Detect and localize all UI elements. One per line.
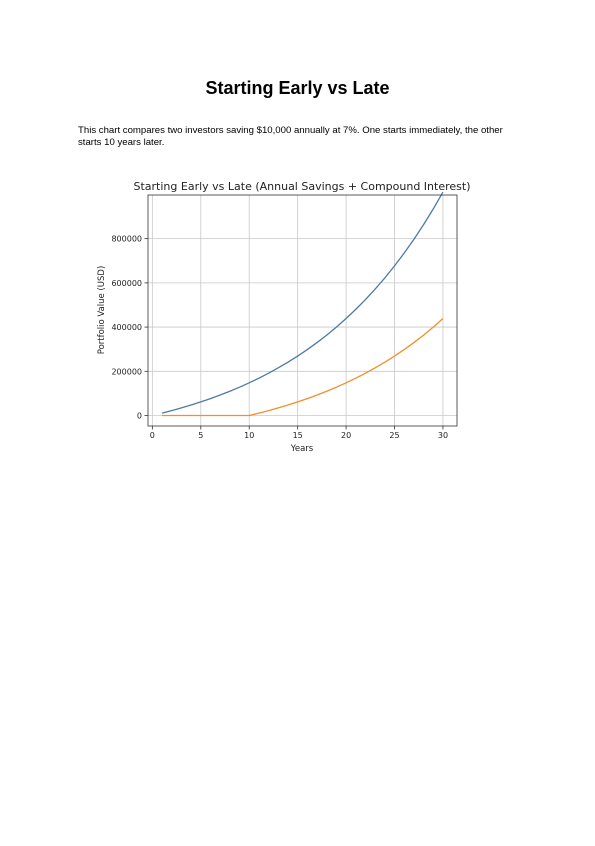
chart-title: Starting Early vs Late (Annual Savings + Compound Interest) (133, 180, 471, 193)
y-tick-label: 0 (136, 411, 142, 421)
x-tick-label: 0 (149, 431, 155, 440)
x-tick-label: 30 (437, 431, 449, 440)
x-tick-label: 25 (389, 431, 400, 440)
y-tick-label: 400000 (111, 323, 142, 333)
y-axis-label: Portfolio Value (USD) (97, 265, 107, 355)
grid-lines (148, 195, 457, 426)
x-axis-label: Years (290, 444, 314, 454)
series-lines (162, 192, 443, 415)
x-tick-label: 15 (292, 431, 303, 440)
x-tick-label: 5 (198, 431, 204, 440)
axis-ticks (111, 235, 448, 440)
plot-frame (148, 195, 457, 426)
page-title: Starting Early vs Late (205, 78, 390, 98)
y-tick-label: 600000 (111, 278, 142, 288)
intro-paragraph: This chart compares two investors saving $10,000 annually at 7%. One starts immediately, the other starts 10 years later. (78, 125, 503, 148)
x-tick-label: 10 (244, 431, 255, 440)
y-tick-label: 800000 (111, 234, 142, 244)
series-line-1 (162, 192, 443, 413)
y-tick-label: 200000 (111, 367, 142, 377)
x-tick-label: 20 (340, 431, 352, 440)
